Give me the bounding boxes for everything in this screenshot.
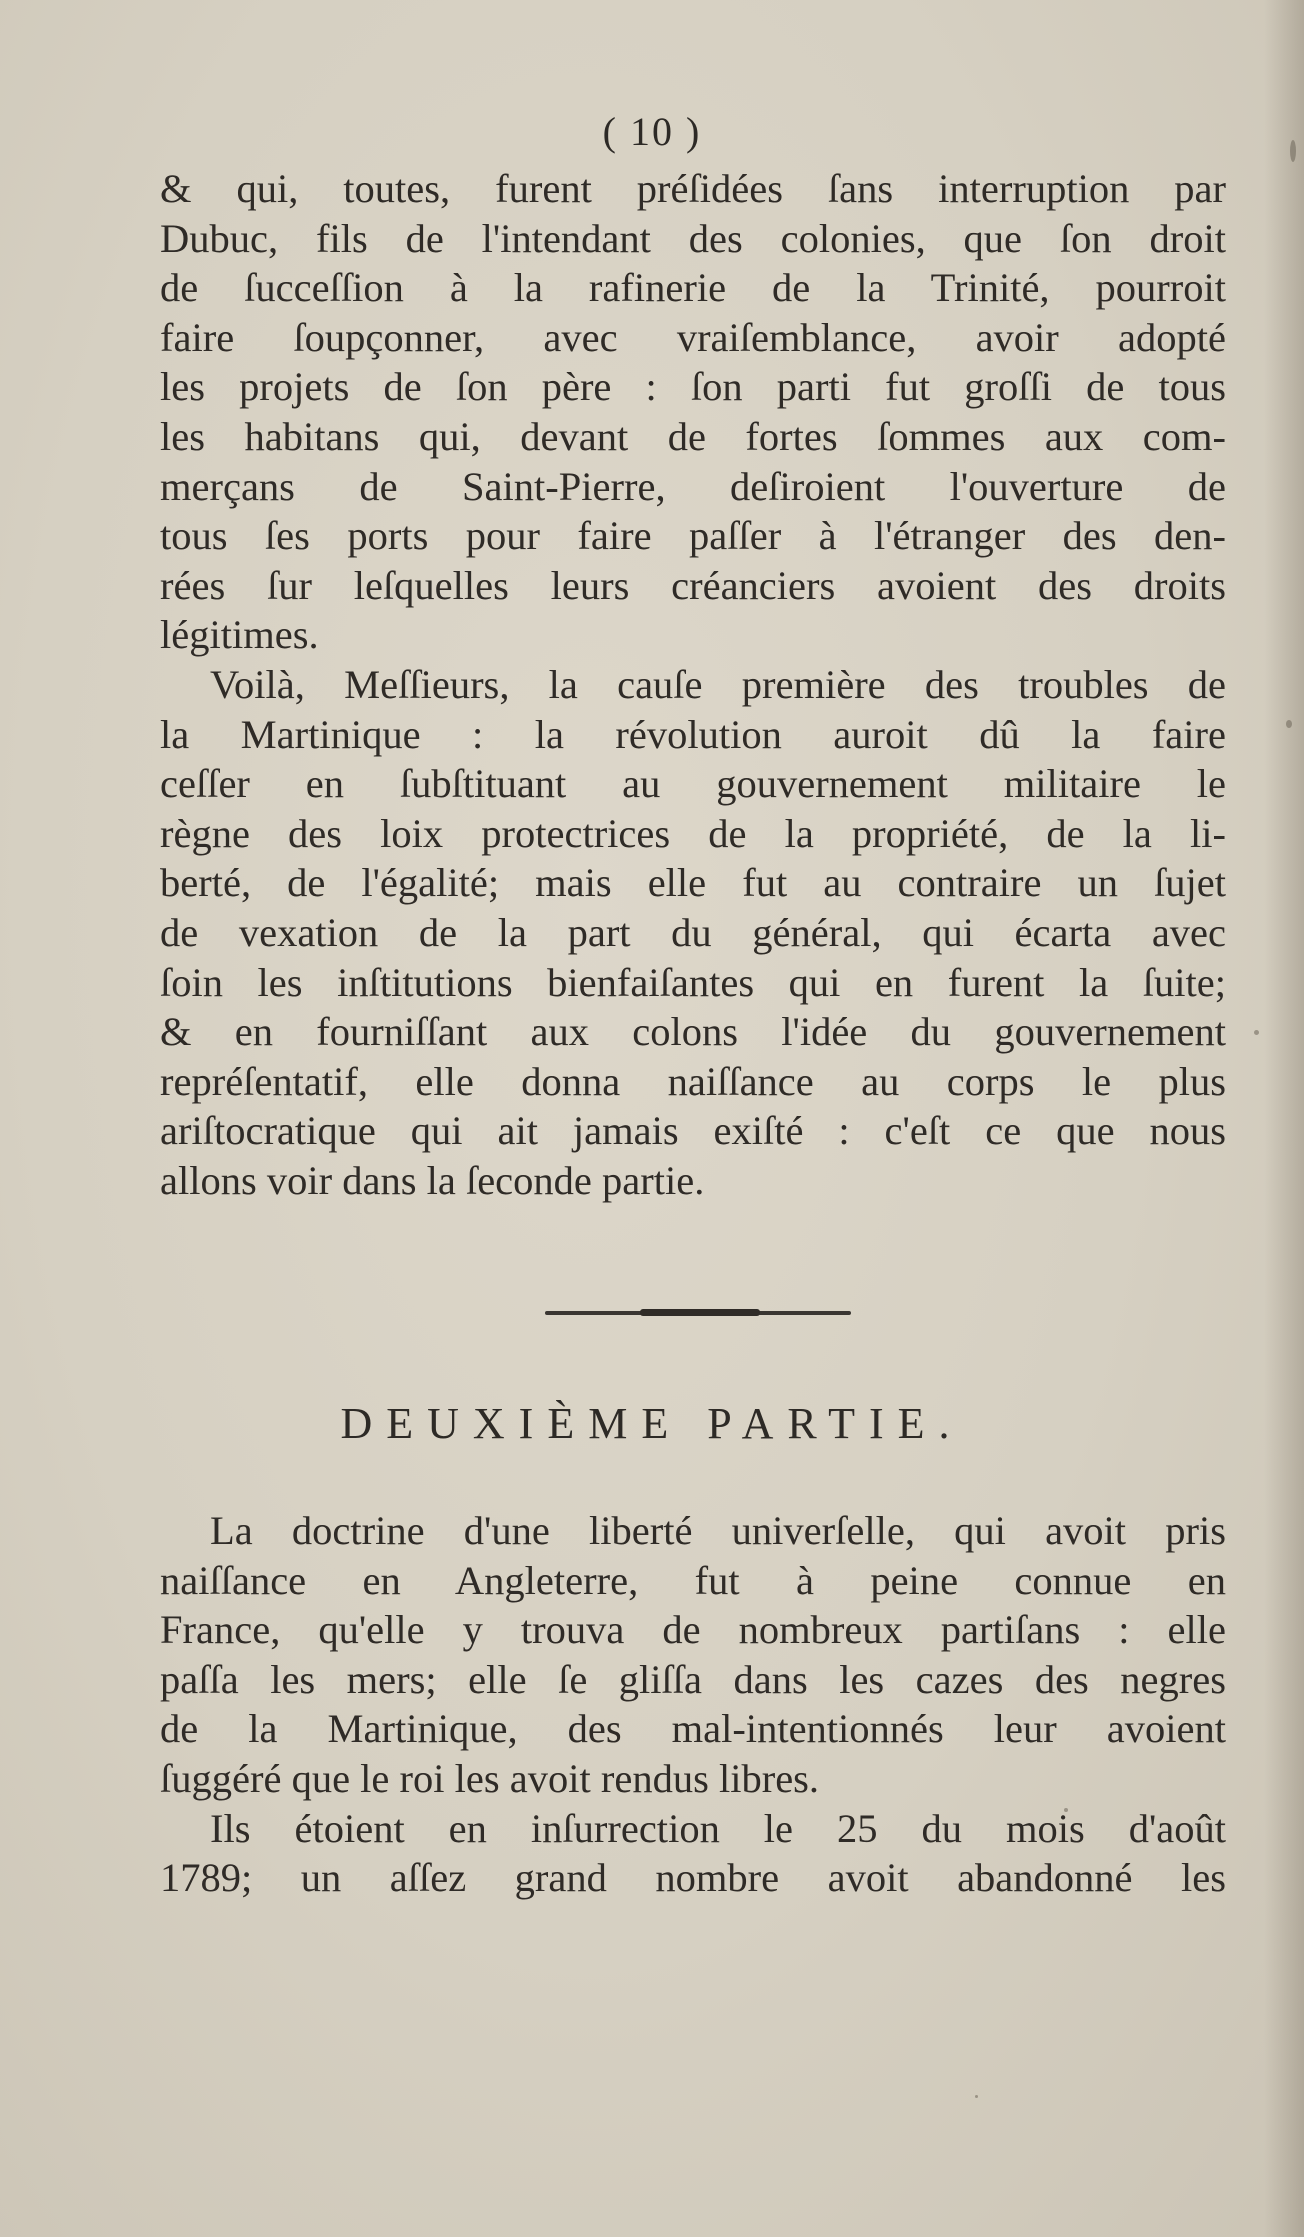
text-line: tous ſes ports pour faire paſſer à l'étranger des den- xyxy=(160,513,1226,559)
text-line: La doctrine d'une liberté univerſelle, qui avoit pris xyxy=(210,1508,1226,1553)
text-line: la Martinique : la révolution auroit dû la faire xyxy=(160,711,1226,757)
paragraph-4 xyxy=(160,1804,1226,1903)
section-divider-center xyxy=(640,1309,760,1316)
text-line: allons voir dans la ſeconde partie. xyxy=(160,1157,705,1203)
paragraph-1 xyxy=(160,164,1226,660)
text-line: & qui, toutes, furent préſidées ſans interruption par xyxy=(160,166,1226,211)
text-line: ceſſer en ſubſtituant au gouvernement militaire le xyxy=(160,761,1226,807)
paper-speck xyxy=(975,2095,978,2098)
page-number: ( 10 ) xyxy=(602,109,702,154)
text-line: ſuggéré que le roi les avoit rendus libres. xyxy=(160,1755,820,1801)
text-line: de ſucceſſion à la rafinerie de la Trinité, pourroit xyxy=(160,265,1226,311)
section-title: DEUXIÈME PARTIE. xyxy=(340,1399,964,1448)
text-line: Dubuc, fils de l'intendant des colonies, que ſon droit xyxy=(160,215,1226,261)
text-block-lower xyxy=(160,1506,1226,1903)
text-line: règne des loix protectrices de la propriété, de la li- xyxy=(160,810,1226,856)
paper-speck xyxy=(1286,720,1292,728)
text-line: légitimes. xyxy=(160,612,319,658)
paragraph-3 xyxy=(160,1506,1226,1804)
text-line: ſoin les inſtitutions bienfaiſantes qui en furent la ſuite; xyxy=(160,959,1226,1005)
text-line: Voilà, Meſſieurs, la cauſe première des troubles de xyxy=(210,661,1226,707)
text-line: de vexation de la part du général, qui écarta avec xyxy=(160,909,1226,955)
text-line: 1789; un aſſez grand nombre avoit abandonné les xyxy=(160,1855,1226,1901)
text-line: ariſtocratique qui ait jamais exiſté : c'eſt ce que nous xyxy=(160,1108,1226,1154)
text-block-upper xyxy=(160,164,1226,1205)
text-line: repréſentatif, elle donna naiſſance au corps le plus xyxy=(160,1058,1226,1104)
text-line: faire ſoupçonner, avec vraiſemblance, avoir adopté xyxy=(160,314,1226,360)
text-line: Ils étoient en inſurrection le 25 du mois d'août xyxy=(210,1805,1226,1851)
text-line: de la Martinique, des mal-intentionnés leur avoient xyxy=(160,1706,1226,1752)
text-line: merçans de Saint-Pierre, deſiroient l'ouverture de xyxy=(160,463,1226,509)
paragraph-2 xyxy=(160,660,1226,1206)
text-line: rées ſur leſquelles leurs créanciers avoient des droits xyxy=(160,562,1226,608)
text-line: les habitans qui, devant de fortes ſommes aux com- xyxy=(160,413,1226,459)
text-line: naiſſance en Angleterre, fut à peine connue en xyxy=(160,1557,1226,1603)
text-line: France, qu'elle y trouva de nombreux partiſans : elle xyxy=(160,1607,1226,1653)
text-line: berté, de l'égalité; mais elle fut au contraire un ſujet xyxy=(160,860,1226,906)
text-line: les projets de ſon père : ſon parti fut groſſi de tous xyxy=(160,364,1226,410)
page-edge-shadow xyxy=(1264,0,1304,2237)
text-line: & en fourniſſant aux colons l'idée du gouvernement xyxy=(160,1009,1226,1055)
text-line: paſſa les mers; elle ſe gliſſa dans les cazes des negres xyxy=(160,1656,1226,1702)
paper-speck xyxy=(1254,1030,1259,1035)
